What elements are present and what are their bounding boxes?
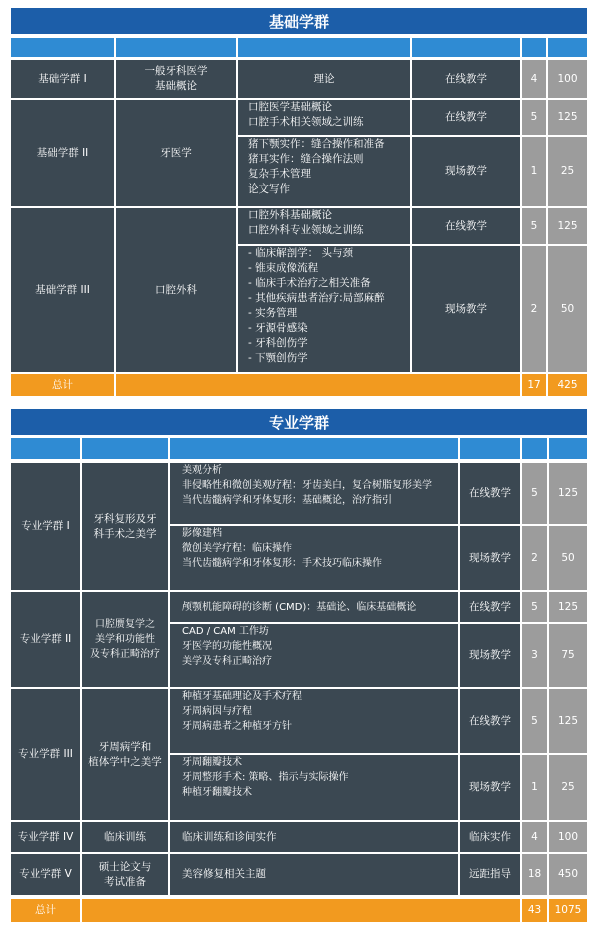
pro-group-3-name: 专业学群 III bbox=[11, 689, 80, 820]
basic-group-1-subject bbox=[116, 60, 236, 98]
pro-group-2-row-2-content bbox=[170, 624, 458, 687]
content-line: - 实务管理 bbox=[248, 307, 298, 319]
basic-col-header-5 bbox=[522, 38, 546, 57]
pro-group-4-method: 临床实作 bbox=[460, 822, 520, 852]
content-line: 微创美学疗程：临床操作 bbox=[182, 543, 292, 554]
pro-group-3-row-2-method: 现场教学 bbox=[460, 755, 520, 820]
pro-group-1-row-2-method: 现场教学 bbox=[460, 526, 520, 590]
pro-group-1-row-2-content bbox=[170, 526, 458, 590]
pro-section-title: 专业学群 bbox=[11, 409, 587, 435]
pro-group-2-row-2-hours: 75 bbox=[549, 624, 587, 687]
pro-group-3-row-2-credits: 1 bbox=[522, 755, 547, 820]
subject-line: 一般牙科医学 bbox=[144, 65, 208, 77]
content-line: 牙医学的功能性概况 bbox=[182, 641, 272, 652]
basic-group-1-credits: 4 bbox=[522, 60, 546, 98]
pro-col-header-3 bbox=[170, 438, 458, 459]
basic-col-header-6 bbox=[548, 38, 587, 57]
basic-group-3-row-2-credits: 2 bbox=[522, 246, 546, 372]
pro-group-2-name: 专业学群 II bbox=[11, 592, 80, 687]
basic-total-label: 总计 bbox=[11, 374, 114, 396]
subject-line: 科手术之美学 bbox=[93, 527, 157, 540]
pro-group-5-subject bbox=[82, 854, 168, 895]
pro-col-header-5 bbox=[522, 438, 547, 459]
content-line: CAD / CAM 工作坊 bbox=[182, 626, 269, 637]
content-line: 美观分析 bbox=[182, 465, 222, 476]
basic-group-3-row-2-content bbox=[238, 246, 410, 372]
basic-group-3-subject: 口腔外科 bbox=[116, 208, 236, 372]
content-line: 口腔外科基础概论 bbox=[248, 209, 332, 221]
pro-group-4-credits: 4 bbox=[522, 822, 547, 852]
content-line: 牙周整形手术: 策略、指示与实际操作 bbox=[182, 772, 349, 783]
basic-group-2-row-2-hours: 25 bbox=[548, 137, 587, 206]
pro-group-1-row-1-hours: 125 bbox=[549, 463, 587, 524]
content-line: 种植牙翻瓣技术 bbox=[182, 787, 252, 798]
pro-group-5-method: 远距指导 bbox=[460, 854, 520, 895]
subject-line: 考试准备 bbox=[104, 875, 146, 888]
pro-group-1-name: 专业学群 I bbox=[11, 463, 80, 590]
basic-group-3-row-1-credits: 5 bbox=[522, 208, 546, 244]
content-line: 当代齿髓病学和牙体复形：手术技巧临床操作 bbox=[182, 558, 382, 569]
basic-group-1-content: 理论 bbox=[238, 60, 410, 98]
pro-group-4-subject: 临床训练 bbox=[82, 822, 168, 852]
pro-group-5-name: 专业学群 V bbox=[11, 854, 80, 895]
content-line: - 锥束成像流程 bbox=[248, 262, 319, 274]
content-line: 猪耳实作：缝合操作法则 bbox=[248, 153, 364, 165]
content-line: - 下颚创伤学 bbox=[248, 352, 308, 364]
pro-section bbox=[11, 409, 587, 929]
basic-group-1-method: 在线教学 bbox=[412, 60, 520, 98]
pro-group-3-row-1-hours: 125 bbox=[549, 689, 587, 753]
pro-group-2-row-2-credits: 3 bbox=[522, 624, 547, 687]
pro-group-3-row-1-credits: 5 bbox=[522, 689, 547, 753]
basic-section bbox=[11, 8, 587, 398]
pro-col-header-2 bbox=[82, 438, 168, 459]
content-line: 牙周病因与疗程 bbox=[182, 706, 252, 717]
basic-total-credits: 17 bbox=[522, 374, 546, 396]
basic-col-header-3 bbox=[238, 38, 410, 57]
basic-group-3-name: 基础学群 III bbox=[11, 208, 114, 372]
pro-group-4-name: 专业学群 IV bbox=[11, 822, 80, 852]
content-line: 论文写作 bbox=[248, 183, 290, 195]
content-line: 复杂手术管理 bbox=[248, 168, 311, 180]
subject-line: 口腔赝复学之 bbox=[95, 619, 155, 630]
subject-line: 植体学中之美学 bbox=[88, 755, 162, 768]
subject-line: 牙周病学和 bbox=[98, 740, 152, 753]
content-line: - 临床解剖学： 头与颈 bbox=[248, 247, 353, 259]
basic-group-3-row-1-hours: 125 bbox=[548, 208, 587, 244]
pro-group-2-row-1-hours: 125 bbox=[549, 592, 587, 622]
pro-group-1-row-2-hours: 50 bbox=[549, 526, 587, 590]
pro-col-header-4 bbox=[460, 438, 520, 459]
content-line: 口腔医学基础概论 bbox=[248, 101, 332, 113]
content-line: - 牙科创伤学 bbox=[248, 337, 308, 349]
pro-group-5-credits: 18 bbox=[522, 854, 547, 895]
pro-col-header-1 bbox=[11, 438, 80, 459]
basic-col-header-2 bbox=[116, 38, 236, 57]
basic-col-header-4 bbox=[412, 38, 520, 57]
content-line: - 临床手术治疗之相关准备 bbox=[248, 277, 371, 289]
content-line: - 其他疾病患者治疗:局部麻醉 bbox=[248, 292, 385, 304]
basic-group-1-name: 基础学群 I bbox=[11, 60, 114, 98]
basic-section-title: 基础学群 bbox=[11, 8, 587, 34]
pro-col-header-6 bbox=[549, 438, 587, 459]
basic-group-2-name: 基础学群 II bbox=[11, 100, 114, 206]
basic-group-3-row-2-hours: 50 bbox=[548, 246, 587, 372]
subject-line: 硕士论文与 bbox=[98, 860, 152, 873]
basic-col-header-1 bbox=[11, 38, 114, 57]
basic-group-2-row-1-credits: 5 bbox=[522, 100, 546, 135]
pro-group-1-row-2-credits: 2 bbox=[522, 526, 547, 590]
content-line: 口腔手术相关领域之训练 bbox=[248, 116, 364, 128]
pro-group-2-row-1-content: 颅颚机能障碍的诊断 (CMD)：基础论、临床基础概论 bbox=[170, 592, 458, 622]
basic-group-3-row-1-content bbox=[238, 208, 410, 244]
pro-group-1-subject bbox=[82, 463, 168, 590]
pro-group-1-row-1-credits: 5 bbox=[522, 463, 547, 524]
pro-group-2-row-1-credits: 5 bbox=[522, 592, 547, 622]
pro-group-2-subject bbox=[82, 592, 168, 687]
basic-total-filler bbox=[116, 374, 520, 396]
content-line: 牙周病患者之种植牙方针 bbox=[182, 721, 292, 732]
content-line: 牙周翻瓣技术 bbox=[182, 757, 242, 768]
pro-group-4-content: 临床训练和诊间实作 bbox=[170, 822, 458, 852]
basic-group-2-row-1-hours: 125 bbox=[548, 100, 587, 135]
pro-group-3-row-2-content bbox=[170, 755, 458, 820]
pro-group-3-row-2-hours: 25 bbox=[549, 755, 587, 820]
basic-group-2-subject: 牙医学 bbox=[116, 100, 236, 206]
subject-line: 美学和功能性 bbox=[95, 634, 155, 645]
pro-group-2-row-1-method: 在线教学 bbox=[460, 592, 520, 622]
pro-group-3-subject bbox=[82, 689, 168, 820]
basic-group-2-row-2-method: 现场教学 bbox=[412, 137, 520, 206]
pro-group-1-row-1-method: 在线教学 bbox=[460, 463, 520, 524]
content-line: 猪下颚实作：缝合操作和准备 bbox=[248, 138, 385, 150]
pro-group-3-row-1-method: 在线教学 bbox=[460, 689, 520, 753]
pro-group-5-hours: 450 bbox=[549, 854, 587, 895]
basic-group-2-row-2-content bbox=[238, 137, 410, 206]
subject-line: 牙科复形及牙 bbox=[93, 512, 157, 525]
pro-group-3-row-1-content bbox=[170, 689, 458, 753]
content-line: 非侵略性和微创美观疗程：牙齿美白，复合树脂复形美学 bbox=[182, 480, 432, 491]
basic-group-2-row-2-credits: 1 bbox=[522, 137, 546, 206]
content-line: 影像建档 bbox=[182, 528, 222, 539]
basic-group-2-row-1-content bbox=[238, 100, 410, 135]
subject-line: 基础概论 bbox=[155, 80, 197, 92]
pro-group-5-content: 美容修复相关主题 bbox=[170, 854, 458, 895]
pro-total-label: 总计 bbox=[11, 899, 80, 922]
pro-total-credits: 43 bbox=[522, 899, 547, 922]
pro-total-filler bbox=[82, 899, 520, 922]
basic-group-2-row-1-method: 在线教学 bbox=[412, 100, 520, 135]
pro-group-2-row-2-method: 现场教学 bbox=[460, 624, 520, 687]
content-line: 口腔外科专业领域之训练 bbox=[248, 224, 364, 236]
basic-group-3-row-2-method: 现场教学 bbox=[412, 246, 520, 372]
content-line: 当代齿髓病学和牙体复形：基础概论，治疗指引 bbox=[182, 495, 392, 506]
content-line: 种植牙基础理论及手术疗程 bbox=[182, 691, 302, 702]
pro-group-4-hours: 100 bbox=[549, 822, 587, 852]
pro-total-hours: 1075 bbox=[549, 899, 587, 922]
basic-group-3-row-1-method: 在线教学 bbox=[412, 208, 520, 244]
pro-group-1-row-1-content bbox=[170, 463, 458, 524]
content-line: 美学及专科正畸治疗 bbox=[182, 656, 272, 667]
basic-group-1-hours: 100 bbox=[548, 60, 587, 98]
subject-line: 及专科正畸治疗 bbox=[90, 649, 160, 660]
basic-total-hours: 425 bbox=[548, 374, 587, 396]
content-line: - 牙源骨感染 bbox=[248, 322, 308, 334]
